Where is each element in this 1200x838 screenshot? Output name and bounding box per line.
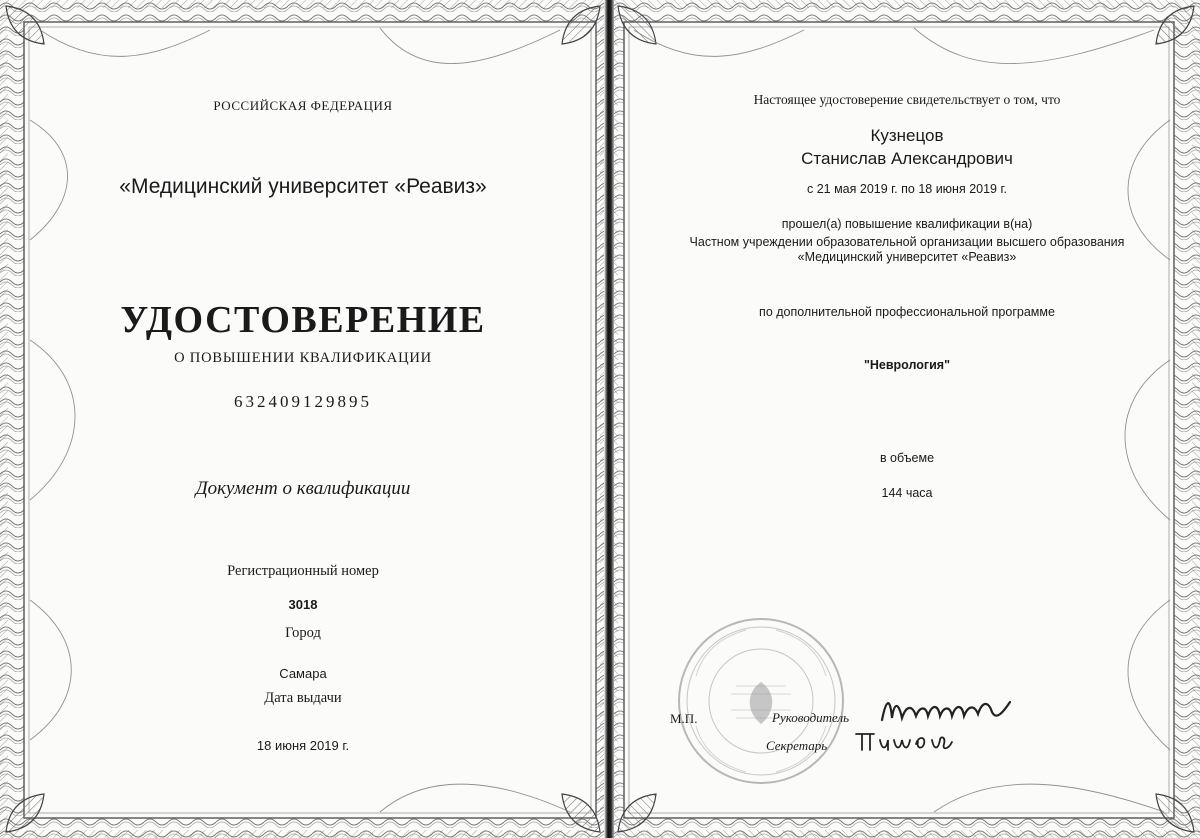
- head-signature-label: Руководитель: [772, 710, 850, 725]
- volume-label: в объеме: [879, 451, 935, 465]
- institution-line-1: Частном учреждении образовательной организации высшего образования: [689, 235, 1125, 249]
- registration-number-label: Регистрационный номер: [227, 563, 379, 579]
- official-seal-icon: [676, 616, 846, 786]
- volume-value: 144 часа: [881, 486, 933, 500]
- secretary-signature-label: Секретарь: [766, 738, 828, 753]
- document-subtitle: О ПОВЫШЕНИИ КВАЛИФИКАЦИИ: [174, 350, 432, 366]
- university-name: «Медицинский университет «Реавиз»: [119, 175, 487, 198]
- city-value: Самара: [279, 666, 327, 681]
- document-type: Документ о квалификации: [195, 478, 411, 499]
- issue-date-value: 18 июня 2019 г.: [256, 738, 350, 753]
- country-name: РОССИЙСКАЯ ФЕДЕРАЦИЯ: [213, 98, 393, 113]
- institution-line-2: «Медицинский университет «Реавиз»: [797, 250, 1017, 264]
- certificate-intro-text: Настоящее удостоверение свидетельствует о том, что: [753, 92, 1061, 107]
- training-period: с 21 мая 2019 г. по 18 июня 2019 г.: [806, 182, 1007, 196]
- holder-surname: Кузнецов: [870, 126, 944, 145]
- seal-place-label: М.П.: [670, 711, 698, 726]
- secretary-signature-icon: [852, 726, 962, 756]
- document-title: УДОСТОВЕРЕНИЕ: [120, 299, 486, 341]
- completed-text: прошел(а) повышение квалификации в(на): [781, 217, 1033, 231]
- document-number: 632409129895: [234, 392, 372, 411]
- program-name: "Неврология": [863, 358, 951, 372]
- program-label: по дополнительной профессиональной программе: [759, 305, 1055, 319]
- registration-number-value: 3018: [288, 597, 318, 612]
- issue-date-label: Дата выдачи: [264, 690, 342, 706]
- holder-given-names: Станислав Александрович: [801, 149, 1013, 168]
- city-label: Город: [285, 625, 321, 641]
- head-signature-icon: [876, 690, 1016, 730]
